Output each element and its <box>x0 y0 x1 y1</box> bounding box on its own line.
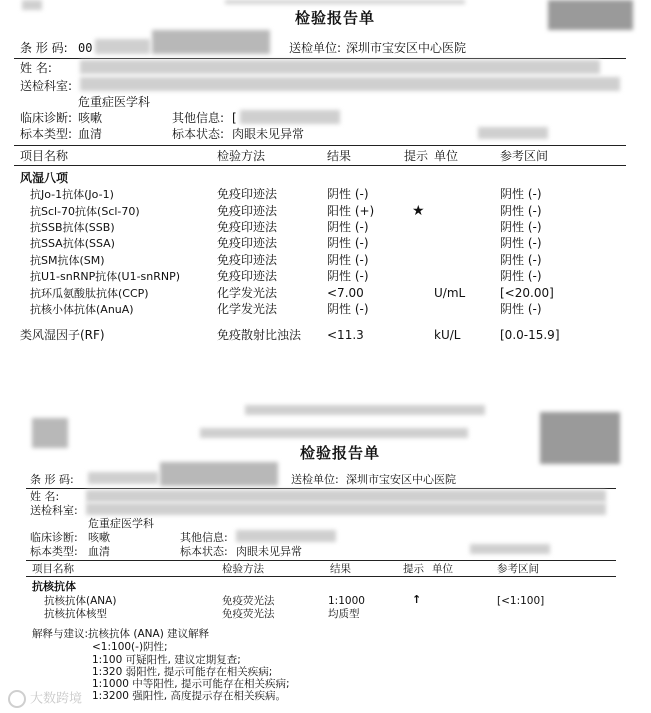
test-result: <11.3 <box>327 328 364 342</box>
test-name: 抗环瓜氨酸肽抗体(CCP) <box>30 287 149 300</box>
bottom-sample-type: 血清 <box>88 545 110 558</box>
watermark-logo <box>8 690 82 708</box>
bottom-date-blur <box>470 544 550 554</box>
interpretation-line: 1:3200 强阳性, 高度提示存在相关疾病。 <box>92 690 286 702</box>
test-name: 类风湿因子(RF) <box>20 328 105 342</box>
test-ref: [0.0-15.9] <box>500 328 560 342</box>
top-other-value: [ <box>232 111 237 125</box>
bottom-sample-type-label: 标本类型: <box>30 545 78 558</box>
test-method: 免疫印迹法 <box>217 236 278 250</box>
bottom-barcode-blur <box>88 472 158 484</box>
bottom-table-rule-lower <box>26 576 616 577</box>
top-qr-blur <box>548 0 633 30</box>
bottom-header-method: 检验方法 <box>222 563 264 575</box>
test-method: 免疫散射比浊法 <box>217 328 302 342</box>
test-name: 抗Scl-70抗体(Scl-70) <box>30 205 140 218</box>
top-sample-status: 肉眼未见异常 <box>232 127 305 141</box>
bottom-other-label: 其他信息: <box>180 531 228 544</box>
top-dept: 危重症医学科 <box>78 95 151 109</box>
test-name: 抗核小体抗体(AnuA) <box>30 303 134 316</box>
bottom-header-blur-1 <box>245 405 485 415</box>
top-report-title: 检验报告单 <box>295 9 376 27</box>
bottom-sample-status-label: 标本状态: <box>180 545 228 558</box>
test-result: 阳性 (+) <box>327 204 375 218</box>
top-header-ref: 参考区间 <box>500 149 549 163</box>
test-ref: 阴性 (-) <box>500 269 542 283</box>
test-unit: U/mL <box>434 286 466 300</box>
test-result: 1:1000 <box>328 595 365 607</box>
test-method: 免疫印迹法 <box>217 269 278 283</box>
top-header-unit: 单位 <box>434 149 459 163</box>
watermark-icon <box>8 690 26 708</box>
top-logo-blur <box>22 0 42 10</box>
test-ref: 阴性 (-) <box>500 253 542 267</box>
test-name: 抗SSB抗体(SSB) <box>30 221 115 234</box>
test-name: 抗核抗体核型 <box>44 608 107 620</box>
bottom-send-unit: 深圳市宝安区中心医院 <box>346 473 456 486</box>
top-sample-type-label: 标本类型: <box>20 127 73 141</box>
test-ref: 阴性 (-) <box>500 187 542 201</box>
bottom-header-flag: 提示 <box>403 563 424 575</box>
top-other-blur <box>240 110 340 124</box>
top-other-label: 其他信息: <box>172 111 225 125</box>
interpretation-line: <1:100(-)阴性; <box>92 641 168 653</box>
top-header-result: 结果 <box>327 149 352 163</box>
bottom-qr-blur <box>540 412 620 464</box>
test-result: 阴性 (-) <box>327 187 369 201</box>
bottom-group-title: 抗核抗体 <box>32 580 76 593</box>
top-table-rule-lower <box>14 165 626 166</box>
bottom-dept: 危重症医学科 <box>88 517 154 530</box>
test-method: 免疫印迹法 <box>217 220 278 234</box>
test-name: 抗SSA抗体(SSA) <box>30 237 115 250</box>
bottom-header-unit: 单位 <box>432 563 453 575</box>
test-method: 免疫印迹法 <box>217 253 278 267</box>
bottom-send-unit-label: 送检单位: <box>291 473 339 486</box>
top-name-label: 姓 名: <box>20 61 52 75</box>
top-sample-status-label: 标本状态: <box>172 127 225 141</box>
top-group-title: 风湿八项 <box>20 171 69 185</box>
test-result: 阴性 (-) <box>327 220 369 234</box>
test-name: 抗Jo-1抗体(Jo-1) <box>30 188 114 201</box>
top-sample-type: 血清 <box>78 127 103 141</box>
bottom-barcode-image-blur <box>160 462 278 486</box>
top-header-name: 项目名称 <box>20 149 69 163</box>
top-hospital-name-blur <box>225 0 465 4</box>
test-result: 阴性 (-) <box>327 236 369 250</box>
top-diagnosis-label: 临床诊断: <box>20 111 73 125</box>
bottom-sample-status: 肉眼未见异常 <box>236 545 302 558</box>
top-date-blur <box>478 127 548 139</box>
top-barcode-image-blur <box>152 30 270 54</box>
test-result: 阴性 (-) <box>327 269 369 283</box>
test-method: 化学发光法 <box>217 286 278 300</box>
test-method: 免疫荧光法 <box>222 595 275 607</box>
test-ref: 阴性 (-) <box>500 220 542 234</box>
bottom-diagnosis: 咳嗽 <box>88 531 110 544</box>
interpretation-line: 1:1000 中等阳性, 提示可能存在相关疾病; <box>92 678 290 690</box>
bottom-patient-info-blur <box>86 490 606 502</box>
bottom-diagnosis-label: 临床诊断: <box>30 531 78 544</box>
test-method: 免疫荧光法 <box>222 608 275 620</box>
test-method: 化学发光法 <box>217 302 278 316</box>
bottom-header-name: 项目名称 <box>32 563 74 575</box>
test-ref: [<20.00] <box>500 286 554 300</box>
interpretation-line: 1:320 弱阳性, 提示可能存在相关疾病; <box>92 666 273 678</box>
top-dept-info-blur <box>80 77 620 91</box>
top-header-rule <box>14 58 626 59</box>
test-ref: [<1:100] <box>497 595 545 607</box>
bottom-table-rule-upper <box>26 560 616 561</box>
test-ref: 阴性 (-) <box>500 204 542 218</box>
test-method: 免疫印迹法 <box>217 187 278 201</box>
top-header-flag: 提示 <box>404 149 429 163</box>
bottom-dept-info-blur <box>86 503 606 515</box>
star-flag-icon: ★ <box>412 203 425 219</box>
test-unit: kU/L <box>434 328 461 342</box>
watermark-text: 大数跨境 <box>30 691 83 707</box>
test-result: 阴性 (-) <box>327 253 369 267</box>
top-barcode-blur <box>95 39 150 54</box>
test-name: 抗核抗体(ANA) <box>44 595 117 607</box>
top-table-rule-upper <box>14 145 626 146</box>
bottom-other-blur <box>236 530 336 542</box>
bottom-name-label: 姓 名: <box>30 490 60 503</box>
interpretation-title: 解释与建议:抗核抗体 (ANA) 建议解释 <box>32 628 210 640</box>
bottom-header-rule <box>26 488 616 489</box>
bottom-logo-blur <box>32 418 68 448</box>
top-barcode-value: 00 <box>78 41 93 55</box>
top-dept-label: 送检科室: <box>20 79 73 93</box>
test-name: 抗SM抗体(SM) <box>30 254 105 267</box>
test-result: <7.00 <box>327 286 364 300</box>
bottom-header-blur-2 <box>200 428 468 438</box>
test-ref: 阴性 (-) <box>500 236 542 250</box>
top-patient-info-blur <box>80 60 600 74</box>
bottom-header-result: 结果 <box>330 563 351 575</box>
top-header-method: 检验方法 <box>217 149 266 163</box>
top-barcode-label: 条 形 码: <box>20 41 68 55</box>
test-result: 阴性 (-) <box>327 302 369 316</box>
top-send-unit-label: 送检单位: <box>289 41 342 55</box>
bottom-dept-label: 送检科室: <box>30 504 78 517</box>
test-name: 抗U1-snRNP抗体(U1-snRNP) <box>30 270 181 283</box>
bottom-header-ref: 参考区间 <box>497 563 539 575</box>
test-method: 免疫印迹法 <box>217 204 278 218</box>
test-result: 均质型 <box>328 608 360 620</box>
up-arrow-icon: ↑ <box>412 593 422 606</box>
bottom-barcode-label: 条 形 码: <box>30 473 74 486</box>
interpretation-line: 1:100 可疑阳性, 建议定期复查; <box>92 654 241 666</box>
test-ref: 阴性 (-) <box>500 302 542 316</box>
top-send-unit: 深圳市宝安区中心医院 <box>346 41 467 55</box>
top-diagnosis: 咳嗽 <box>78 111 103 125</box>
bottom-report-title: 检验报告单 <box>300 444 381 462</box>
